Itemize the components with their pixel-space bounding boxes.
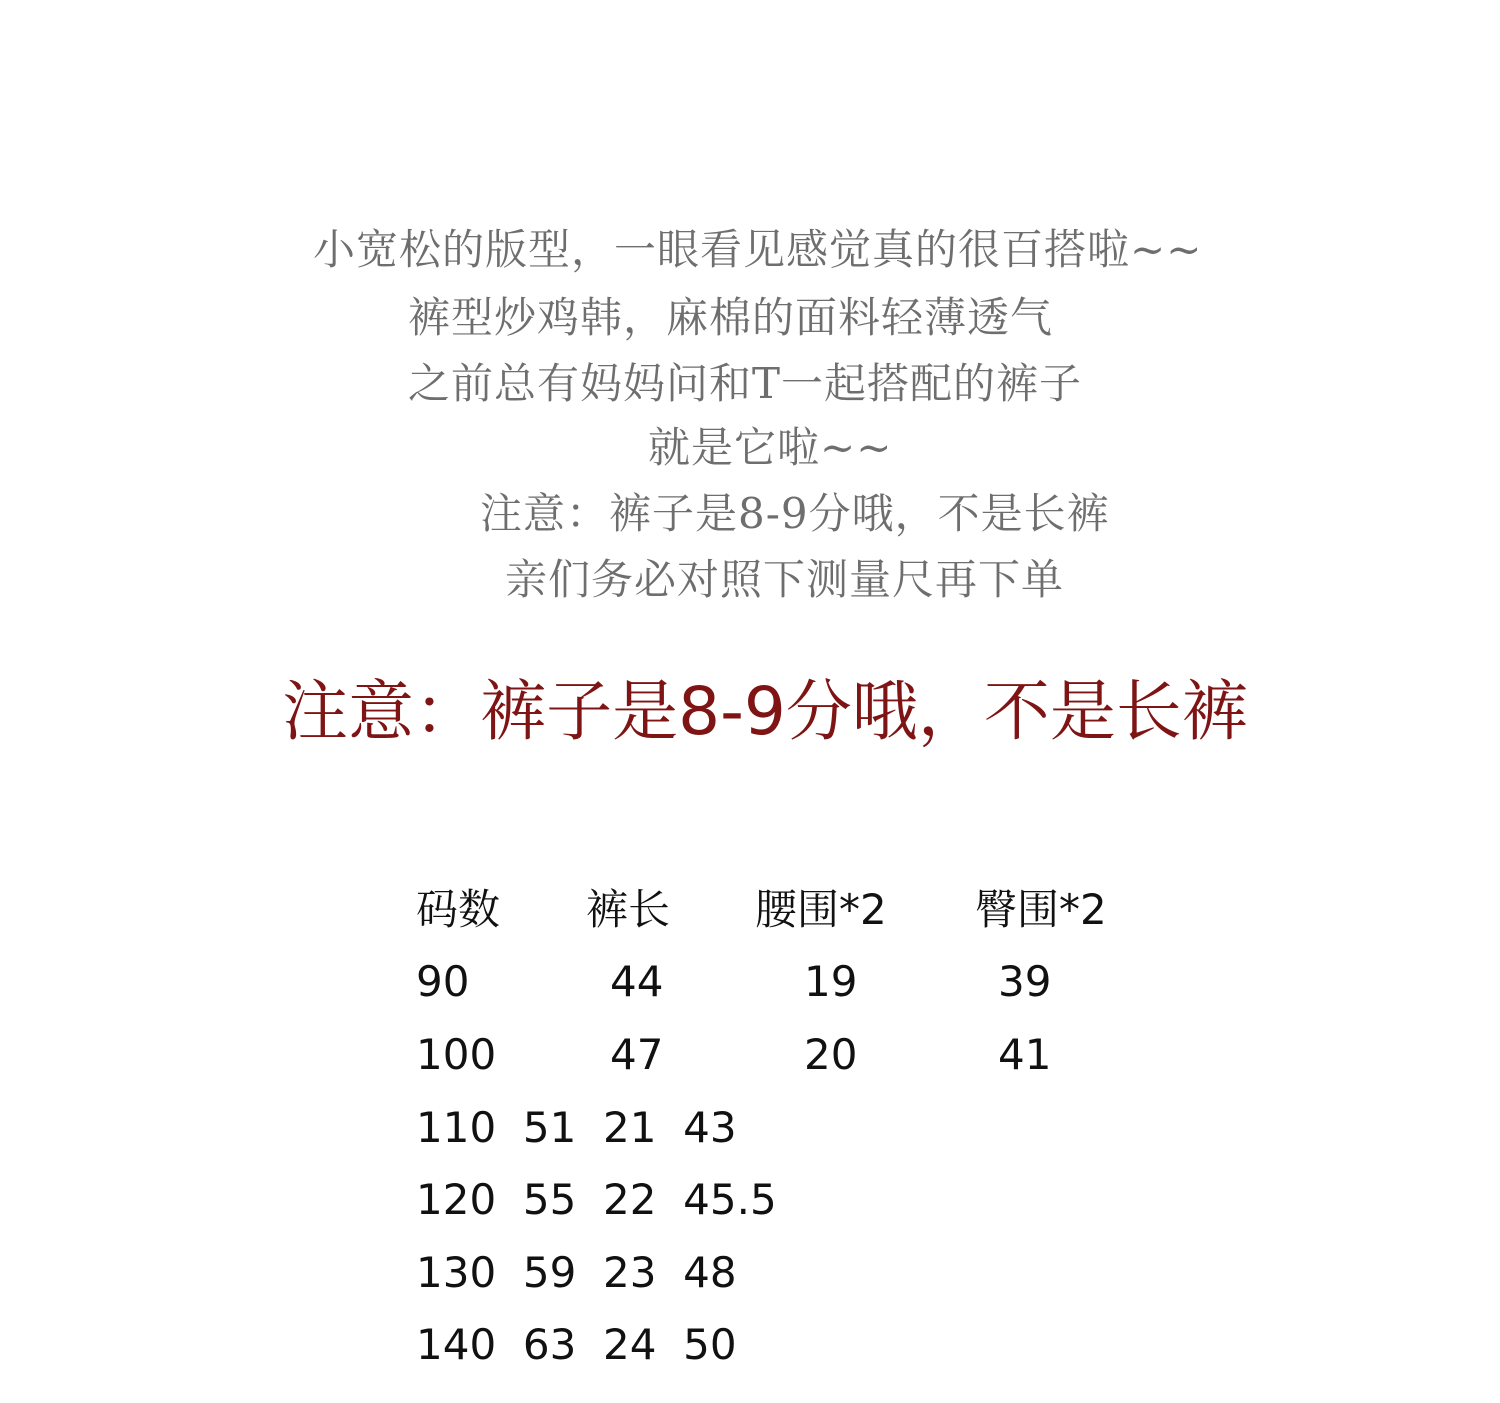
table-row: 120 55 22 45.5 bbox=[416, 1175, 777, 1224]
table-cell-waist: 20 bbox=[804, 1030, 858, 1079]
table-cell-size: 90 bbox=[416, 957, 470, 1006]
intro-line-3: 之前总有妈妈问和T一起搭配的裤子 bbox=[408, 359, 1083, 408]
table-row: 110 51 21 43 bbox=[416, 1103, 737, 1152]
header-size: 码数 bbox=[416, 885, 501, 934]
length-warning: 注意：裤子是8-9分哦，不是长裤 bbox=[282, 673, 1248, 750]
header-pants-length: 裤长 bbox=[586, 885, 671, 934]
table-row: 140 63 24 50 bbox=[416, 1320, 737, 1369]
table-cell-hip: 39 bbox=[998, 957, 1052, 1006]
table-cell-hip: 41 bbox=[998, 1030, 1052, 1079]
header-hip: 臀围*2 bbox=[975, 885, 1107, 934]
table-cell-waist: 19 bbox=[804, 957, 858, 1006]
intro-line-6: 亲们务必对照下测量尺再下单 bbox=[505, 555, 1065, 604]
header-waist: 腰围*2 bbox=[755, 885, 887, 934]
table-cell-length: 47 bbox=[610, 1030, 664, 1079]
table-cell-length: 44 bbox=[610, 957, 664, 1006]
intro-line-1: 小宽松的版型，一眼看见感觉真的很百搭啦~~ bbox=[313, 225, 1203, 274]
table-row: 130 59 23 48 bbox=[416, 1248, 737, 1297]
table-cell-size: 100 bbox=[416, 1030, 497, 1079]
intro-line-4: 就是它啦~~ bbox=[648, 423, 893, 472]
intro-line-5: 注意：裤子是8-9分哦，不是长裤 bbox=[480, 489, 1110, 538]
intro-line-2: 裤型炒鸡韩，麻棉的面料轻薄透气 bbox=[408, 293, 1054, 342]
